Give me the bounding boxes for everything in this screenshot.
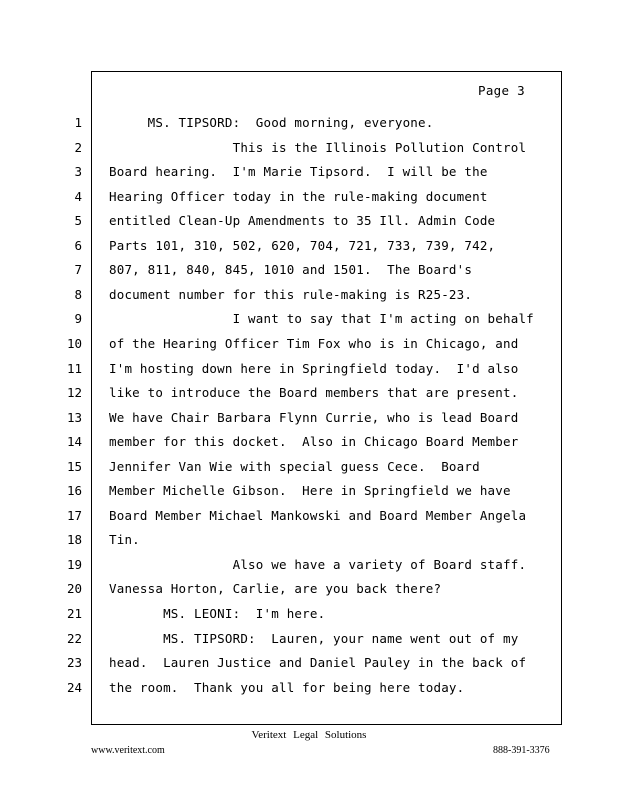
line-text: 807, 811, 840, 845, 1010 and 1501. The Board's	[109, 262, 473, 277]
line-text: Board hearing. I'm Marie Tipsord. I will be the	[109, 164, 488, 179]
line-number: 1	[74, 115, 82, 130]
line-number: 6	[74, 238, 82, 253]
line-text: This is the Illinois Pollution Control	[109, 140, 527, 155]
line-number: 12	[66, 385, 82, 400]
line-number: 19	[66, 557, 82, 572]
line-text: member for this docket. Also in Chicago Board Member	[109, 434, 519, 449]
line-number: 18	[66, 532, 82, 547]
page-number: Page 3	[478, 83, 525, 98]
line-number: 7	[74, 262, 82, 277]
line-number: 3	[74, 164, 82, 179]
line-number: 24	[66, 680, 82, 695]
line-number: 22	[66, 631, 82, 646]
line-text: Vanessa Horton, Carlie, are you back there?	[109, 581, 442, 596]
footer-phone: 888-391-3376	[493, 745, 550, 756]
line-text: document number for this rule-making is R25-23.	[109, 287, 473, 302]
line-number: 10	[66, 336, 82, 351]
line-number: 11	[66, 361, 82, 376]
line-text: Parts 101, 310, 502, 620, 704, 721, 733, 739, 742,	[109, 238, 496, 253]
line-text: Hearing Officer today in the rule-making document	[109, 189, 488, 204]
line-text: Member Michelle Gibson. Here in Springfield we have	[109, 483, 511, 498]
line-number: 14	[66, 434, 82, 449]
footer-website: www.veritext.com	[91, 745, 165, 756]
line-text: entitled Clean-Up Amendments to 35 Ill. Admin Code	[109, 213, 496, 228]
line-text: I want to say that I'm acting on behalf	[109, 311, 534, 326]
line-text: the room. Thank you all for being here today.	[109, 680, 465, 695]
line-text: like to introduce the Board members that are present.	[109, 385, 519, 400]
line-text: MS. TIPSORD: Good morning, everyone.	[109, 115, 434, 130]
footer-company: Veritext Legal Solutions	[251, 729, 367, 741]
line-number: 9	[74, 311, 82, 326]
line-text: Board Member Michael Mankowski and Board Member Angela	[109, 508, 527, 523]
line-text: We have Chair Barbara Flynn Currie, who is lead Board	[109, 410, 519, 425]
line-text: MS. LEONI: I'm here.	[109, 606, 326, 621]
line-number: 20	[66, 581, 82, 596]
line-number: 13	[66, 410, 82, 425]
line-number: 4	[74, 189, 82, 204]
line-number: 23	[66, 655, 82, 670]
line-number: 21	[66, 606, 82, 621]
line-number: 8	[74, 287, 82, 302]
line-text: Jennifer Van Wie with special guess Cece. Board	[109, 459, 480, 474]
line-text: head. Lauren Justice and Daniel Pauley in the back of	[109, 655, 527, 670]
line-number: 17	[66, 508, 82, 523]
line-text: Tin.	[109, 532, 140, 547]
line-number: 2	[74, 140, 82, 155]
line-text: Also we have a variety of Board staff.	[109, 557, 527, 572]
line-number: 15	[66, 459, 82, 474]
line-number: 5	[74, 213, 82, 228]
line-text: I'm hosting down here in Springfield today. I'd also	[109, 361, 519, 376]
line-number: 16	[66, 483, 82, 498]
line-text: of the Hearing Officer Tim Fox who is in Chicago, and	[109, 336, 519, 351]
line-text: MS. TIPSORD: Lauren, your name went out of my	[109, 631, 519, 646]
